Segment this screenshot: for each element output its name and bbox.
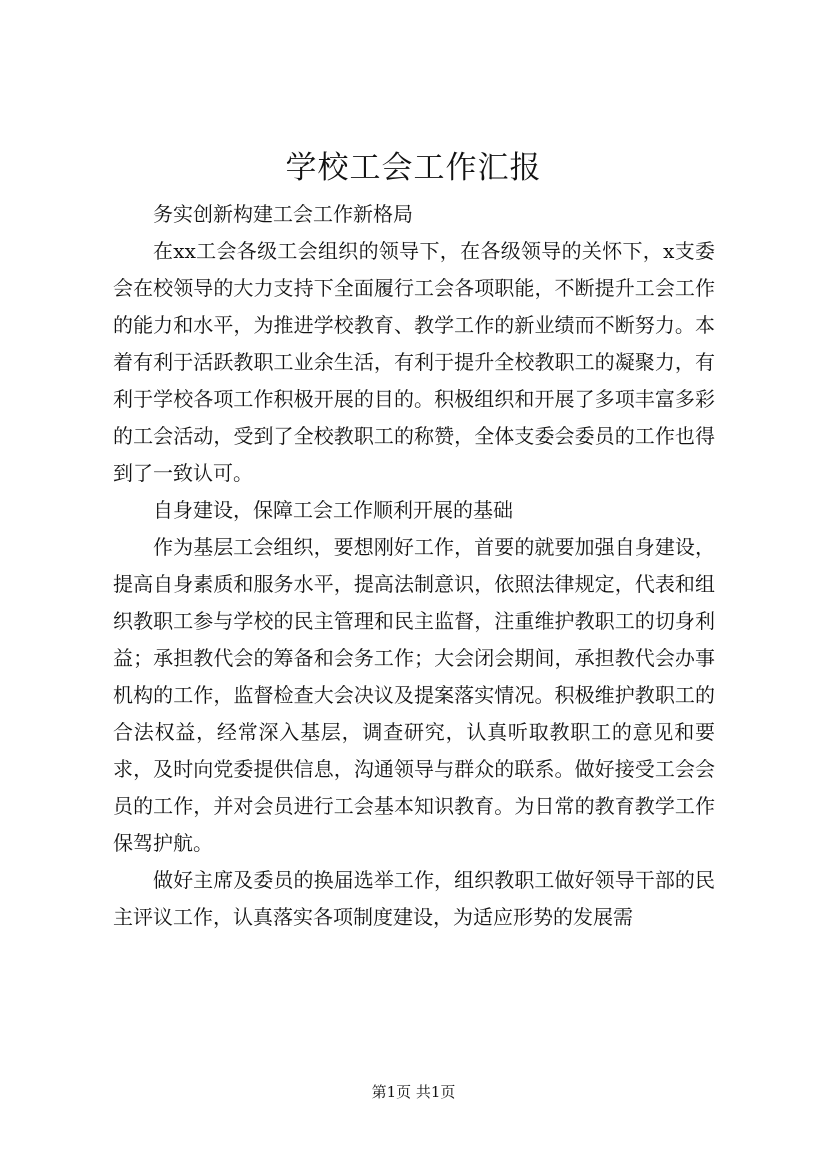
document-body — [113, 196, 715, 936]
body-paragraph: 做好主席及委员的换届选举工作，组织教职工做好领导干部的民主评议工作，认真落实各项制度建设，为适应形势的发展需 — [113, 868, 715, 929]
body-paragraph: 作为基层工会组织，要想刚好工作，首要的就要加强自身建设，提高自身素质和服务水平，提高法制意识，依照法律规定，代表和组织教职工参与学校的民主管理和民主监督，注重维护教职工的切身利益；承担教代会的筹备和会务工作；大会闭会期间，承担教代会办事机构的工作，监督检查大会决议及提案落实情况。积极维护教职工的合法权益，经常深入基层，调查研究，认真听取教职工的意见和要求，及时向党委提供信息，沟通领导与群众的联系。做好接受工会会员的工作，并对会员进行工会基本知识教育。为日常的教育教学工作保驾护航。 — [113, 535, 715, 855]
section-heading: 务实创新构建工会工作新格局 — [153, 202, 413, 226]
document-title: 学校工会工作汇报 — [285, 150, 542, 186]
page-footer: 第1页 共1页 — [371, 1083, 456, 1101]
body-paragraph: 在xx工会各级工会组织的领导下，在各级领导的关怀下，x支委会在校领导的大力支持下全面履行工会各项职能，不断提升工会工作的能力和水平，为推进学校教育、教学工作的新业绩而不断努力。本着有利于活跃教职工业余生活，有利于提升全校教职工的凝聚力，有利于学校各项工作积极开展的目的。积极组织和开展了多项丰富多彩的工会活动，受到了全校教职工的称赞，全体支委会委员的工作也得到了一致认可。 — [113, 239, 715, 485]
section-heading: 自身建设，保障工会工作顺利开展的基础 — [153, 498, 513, 522]
